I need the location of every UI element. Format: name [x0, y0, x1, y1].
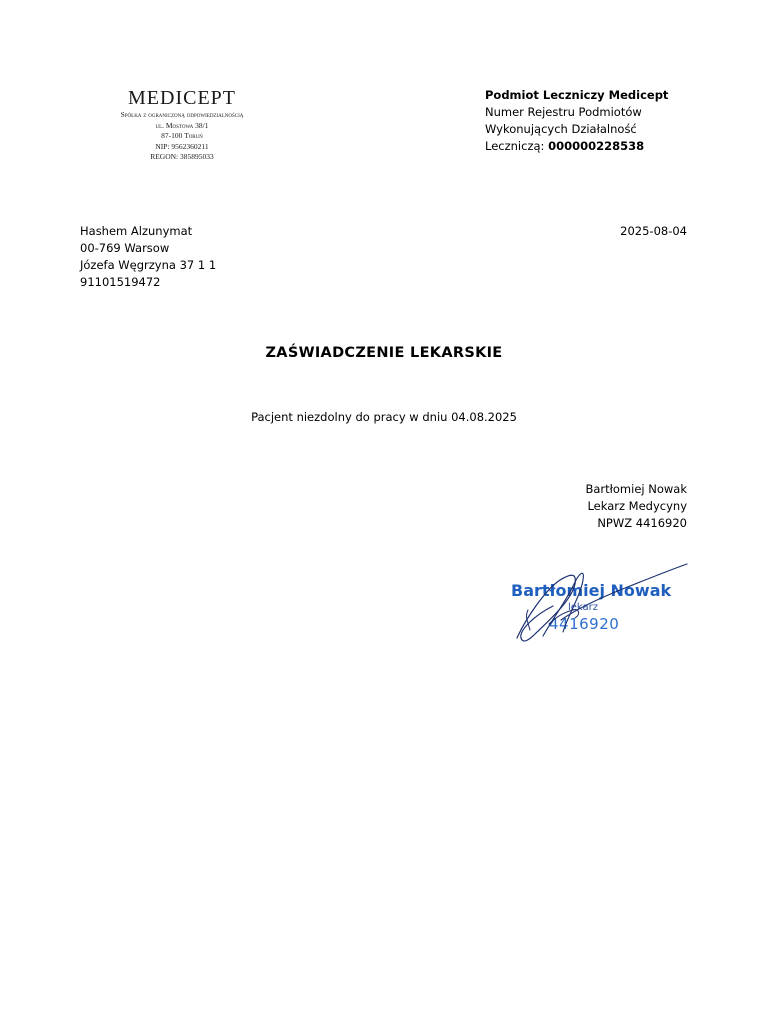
stamp-role: lekarz	[568, 602, 599, 613]
registry-line-2: Wykonujących Działalność	[485, 122, 637, 136]
registry-entity: Podmiot Leczniczy Medicept	[485, 88, 669, 102]
registry-line-1: Numer Rejestru Podmiotów	[485, 105, 642, 119]
company-type: Spółka z ograniczoną odpowiedzialnością	[120, 110, 244, 119]
medical-statement: Pacjent niezdolny do pracy w dniu 04.08.2025	[251, 410, 517, 424]
company-city: 87-100 Toruń	[161, 131, 203, 140]
document-title: ZAŚWIADCZENIE LEKARSKIE	[265, 345, 503, 361]
patient-name: Hashem Alzunymat	[80, 224, 193, 238]
patient-block	[80, 223, 216, 291]
doctor-block	[585, 481, 687, 532]
patient-street: Józefa Węgrzyna 37 1 1	[80, 258, 217, 272]
doctor-title: Lekarz Medycyny	[587, 499, 687, 513]
registry-number: 000000228538	[548, 139, 645, 153]
company-brand: MEDICEPT	[128, 87, 236, 109]
doctor-stamp	[505, 560, 695, 650]
handwritten-signature	[505, 560, 695, 650]
doctor-name: Bartłomiej Nowak	[585, 482, 687, 496]
registry-number-label: Leczniczą:	[485, 139, 549, 153]
patient-pesel: 91101519472	[80, 275, 161, 289]
company-regon: REGON: 385895033	[150, 152, 214, 161]
stamp-number: 4416920	[549, 615, 620, 633]
company-nip: NIP: 9562360211	[155, 141, 209, 151]
company-letterhead	[80, 86, 284, 163]
registry-block	[485, 87, 705, 155]
doctor-npwz: NPWZ 4416920	[597, 516, 687, 530]
patient-city: 00-769 Warsow	[80, 241, 170, 255]
company-street: ul. Mostowa 38/1	[155, 120, 209, 130]
issue-date: 2025-08-04	[620, 224, 687, 238]
registry-line-3	[485, 138, 705, 155]
stamp-name: Bartłomiej Nowak	[511, 581, 672, 600]
